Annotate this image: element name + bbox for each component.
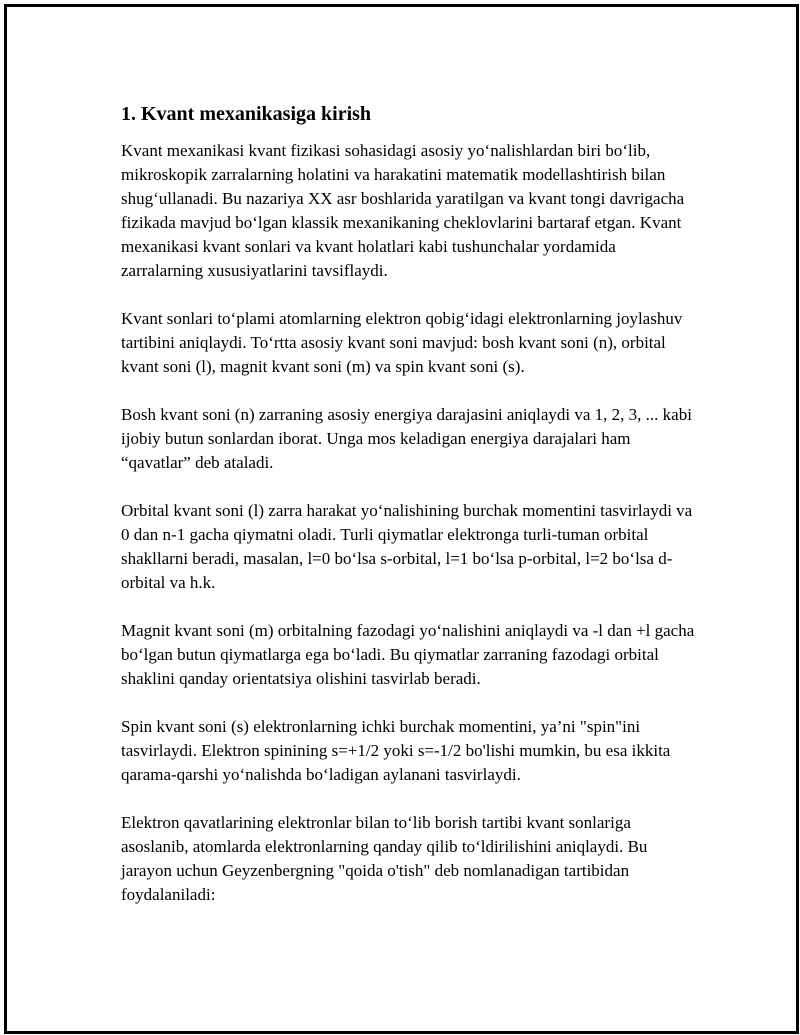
paragraph-intro: Kvant mexanikasi kvant fizikasi sohasidagi asosiy yo‘nalishlardan biri bo‘lib, mikroskopik zarralarning holatini va harakatini matematik modellashtirish bilan shug‘ullanadi. Bu nazariya XX asr boshlarida yaratilgan va kvant tongi davrigacha fizikada mavjud bo‘lgan klassik mexanikaning cheklovlarini bartaraf etgan. Kvant mexanikasi kvant sonlari va kvant holatlari kabi tushunchalar yordamida zarralarning xususiyatlarini tavsiflaydi. — [121, 141, 685, 280]
page-frame — [4, 4, 799, 1034]
paragraph-spin-number: Spin kvant soni (s) elektronlarning ichki burchak momentini, ya’ni "spin"ini tasvirlaydi. Elektron spinining s=+1/2 yoki s=-1/2 bo'lishi mumkin, bu esa ikkita qarama-qarshi yo‘nalishda bo‘ladigan aylanani tasvirlaydi. — [121, 717, 671, 784]
paragraph-magnetic-number: Magnit kvant soni (m) orbitalning fazodagi yo‘nalishini aniqlaydi va -l dan +l gacha bo‘lgan butun qiymatlarga ega bo‘ladi. Bu qiymatlar zarraning fazodagi orbital shaklini qanday orientatsiya olishini tasvirlab beradi. — [121, 621, 695, 688]
paragraph-principal-number: Bosh kvant soni (n) zarraning asosiy energiya darajasini aniqlaydi va 1, 2, 3, ... kabi ijobiy butun sonlardan iborat. Unga mos keladigan energiya darajalari ham “qavatlar” deb ataladi. — [121, 405, 692, 472]
section-heading: 1. Kvant mexanikasiga kirish — [121, 103, 372, 125]
document-body — [121, 102, 701, 907]
paragraph-electron-filling: Elektron qavatlarining elektronlar bilan to‘lib borish tartibi kvant sonlariga asoslanib, atomlarda elektronlarning qanday qilib to‘ldirilishini aniqlaydi. Bu jarayon uchun Geyzenbergning "qoida o'tish" deb nomlanadigan tartibidan foydalaniladi: — [121, 813, 648, 904]
paragraph-quantum-numbers: Kvant sonlari to‘plami atomlarning elektron qobig‘idagi elektronlarning joylashuv tartibini aniqlaydi. To‘rtta asosiy kvant soni mavjud: bosh kvant soni (n), orbital kvant soni (l), magnit kvant soni (m) va spin kvant soni (s). — [121, 309, 683, 376]
paragraph-orbital-number: Orbital kvant soni (l) zarra harakat yo‘nalishining burchak momentini tasvirlaydi va 0 dan n-1 gacha qiymatni oladi. Turli qiymatlar elektronga turli-tuman orbital shakllarni beradi, masalan, l=0 bo‘lsa s-orbital, l=1 bo‘lsa p-orbital, l=2 bo‘lsa d-orbital va h.k. — [121, 501, 693, 592]
